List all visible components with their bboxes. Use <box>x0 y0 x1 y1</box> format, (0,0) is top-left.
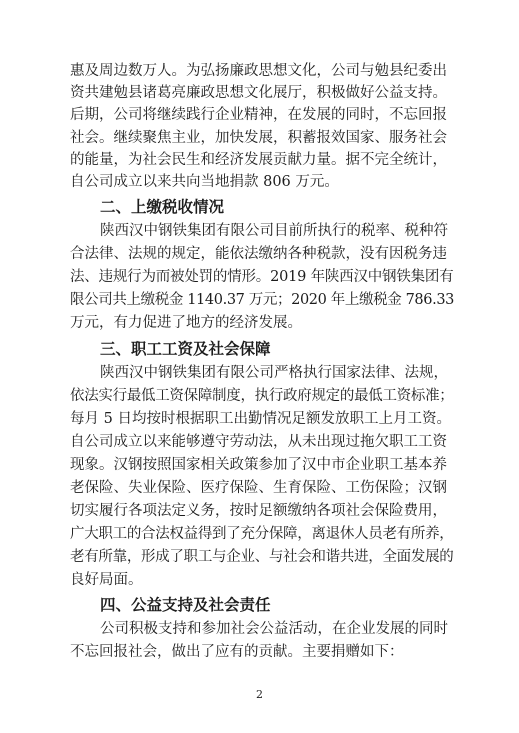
paragraph-line: 自公司成立以来能够遵守劳动法，从未出现过拖欠职工工资 <box>70 434 447 450</box>
paragraph-line: 公司积极支持和参加社会公益活动，在企业发展的同时 <box>100 621 448 637</box>
paragraph-line: 不忘回报社会，做出了应有的贡献。主要捐赠如下： <box>70 644 404 660</box>
section-heading-wages: 三、职工工资及社会保障 <box>100 340 271 358</box>
paragraph-line: 现象。汉钢按照国家相关政策参加了汉中市企业职工基本养 <box>70 457 447 473</box>
section-heading-tax: 二、上缴税收情况 <box>100 198 225 216</box>
paragraph-line: 万元，有力促进了地方的经济发展。 <box>70 315 302 331</box>
paragraph-line: 自公司成立以来共向当地捐款 806 万元。 <box>70 174 339 190</box>
text-column-bottom <box>70 0 454 733</box>
paragraph-line: 法、违规行为而被处罚的情形。2019 年陕西汉中钢铁集团有 <box>70 269 454 285</box>
paragraph-line: 每月 5 日均按时根据职工出勤情况足额发放职工上月工资。 <box>70 411 451 427</box>
page-number: 2 <box>256 688 263 701</box>
paragraph-line: 切实履行各项法定义务，按时足额缴纳各项社会保险费用， <box>70 503 447 519</box>
paragraph-line: 陕西汉中钢铁集团有限公司严格执行国家法律、法规， <box>100 365 448 381</box>
paragraph-line: 老保险、失业保险、医疗保险、生育保险、工伤保险；汉钢 <box>70 480 447 496</box>
paragraph-line: 的能量，为社会民生和经济发展贡献力量。据不完全统计， <box>70 152 447 168</box>
paragraph-line: 社会。继续聚焦主业，加快发展，积蓄报效国家、服务社会 <box>70 130 447 146</box>
paragraph-line: 良好局面。 <box>70 572 143 588</box>
paragraph-line: 惠及周边数万人。为弘扬廉政思想文化，公司与勉县纪委出 <box>70 63 447 79</box>
paragraph-line: 陕西汉中钢铁集团有限公司目前所执行的税率、税种符 <box>100 223 448 239</box>
paragraph-line: 老有所靠，形成了职工与企业、与社会和谐共进，全面发展的 <box>70 549 454 565</box>
paragraph-line: 依法实行最低工资保障制度，执行政府规定的最低工资标准； <box>70 388 454 404</box>
paragraph-line: 资共建勉县诸葛亮廉政思想文化展厅，积极做好公益支持。 <box>70 85 447 101</box>
paragraph-line: 后期，公司将继续践行企业精神，在发展的同时，不忘回报 <box>70 107 447 123</box>
paragraph-line: 限公司共上缴税金 1140.37 万元；2020 年上缴税金 786.33 <box>70 292 454 308</box>
section-heading-charity: 四、公益支持及社会责任 <box>100 596 271 614</box>
paragraph-line: 合法律、法规的规定，能依法缴纳各种税款，没有因税务违 <box>70 246 447 262</box>
paragraph-line: 广大职工的合法权益得到了充分保障，离退休人员老有所养， <box>70 526 454 542</box>
